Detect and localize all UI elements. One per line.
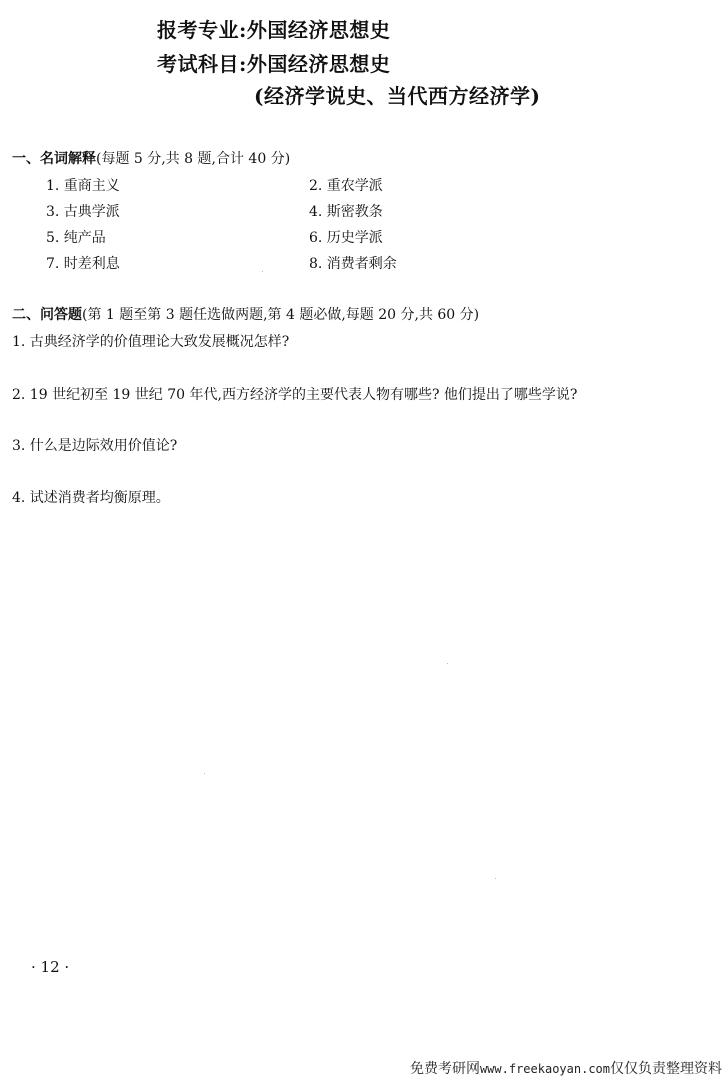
page-number: · 12 · [31,958,70,976]
section1-title: 一、名词解释 [12,151,96,167]
section2-heading [12,304,479,324]
term-item: 6. 历史学派 [309,230,383,246]
question-item: 2. 19 世纪初至 19 世纪 70 年代,西方经济学的主要代表人物有哪些? 他们提出了哪些学说? [12,387,578,403]
scan-speck [495,878,496,879]
footer-url: www.freekaoyan.com [479,1062,610,1076]
term-item: 4. 斯密教条 [309,204,383,220]
footer-watermark [410,1058,722,1078]
term-item: 3. 古典学派 [46,204,120,220]
scan-speck [262,271,263,272]
exam-subtitle: (经济学说史、当代西方经济学) [254,84,541,108]
scan-speck [447,663,448,664]
footer-suffix: 仅仅负责整理资料 [610,1061,722,1077]
question-item: 1. 古典经济学的价值理论大致发展概况怎样? [12,334,290,350]
term-item: 8. 消费者剩余 [309,256,397,272]
term-item: 5. 纯产品 [46,230,106,246]
term-item: 1. 重商主义 [46,178,120,194]
footer-prefix: 免费考研网 [409,1061,480,1077]
section1-note: (每题 5 分,共 8 题,合计 40 分) [96,151,291,167]
term-item: 2. 重农学派 [309,178,383,194]
exam-major: 报考专业:外国经济思想史 [157,18,391,42]
section2-title: 二、问答题 [12,307,82,323]
question-item: 4. 试述消费者均衡原理。 [12,490,170,506]
section2-note: (第 1 题至第 3 题任选做两题,第 4 题必做,每题 20 分,共 60 分) [82,307,480,323]
term-item: 7. 时差利息 [46,256,120,272]
scan-speck [204,773,205,774]
question-item: 3. 什么是边际效用价值论? [12,438,178,454]
section1-heading [12,148,290,168]
exam-subject: 考试科目:外国经济思想史 [157,52,391,76]
